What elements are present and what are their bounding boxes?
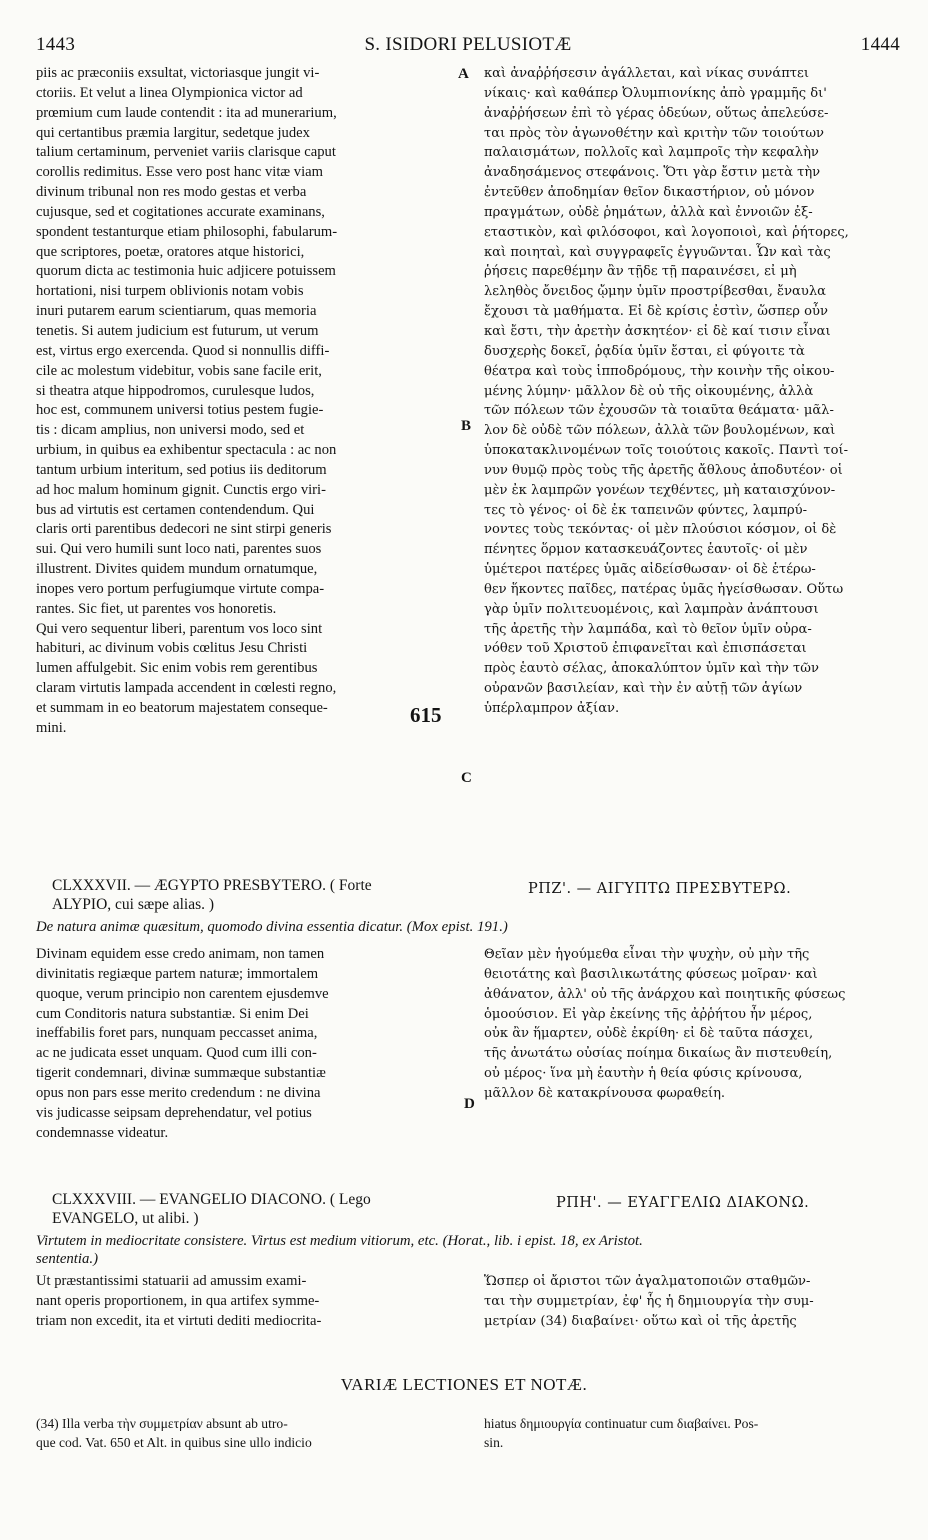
epistle-188-subtitle: Virtutem in mediocritate consistere. Virtus est medium vitiorum, etc. (Horat., lib. i epist. 18, ex Aristot. sententia.) [36, 1233, 643, 1267]
epistle-187-subtitle: De natura animæ quæsitum, quomodo divina essentia dicatur. (Mox epist. 191.) [36, 919, 508, 935]
note-34-left: (34) Illa verba τὴν συμμετρίαν absunt ab utro- que cod. Vat. 650 et Alt. in quibus sine ullo indicio [36, 1416, 312, 1450]
notes-heading: VARIÆ LECTIONES ET NOTÆ. [340, 1375, 588, 1394]
greek-text-epistle-188: Ὥσπερ οἱ ἄριστοι τῶν ἀγαλματοποιῶν σταθμῶν- ται τὴν συμμετρίαν, ἐφ' ἧς ἡ δημιουργία τὴν συμ- μετρίαν (34) διαβαίνει· οὕτω καὶ οἱ τῆς ἀρετῆς [484, 1274, 814, 1329]
margin-mark-d: D [464, 1096, 475, 1112]
note-34-right: hiatus δημιουργία continuatur cum διαβαίνει. Pos- sin. [484, 1416, 759, 1450]
epistle-188-title-greek: ΡΠΗ'. — ΕΥΑΓΓΕΛΙΩ ΔΙΑΚΟΝΩ. [556, 1195, 810, 1211]
right-page-number: 1444 [860, 34, 900, 55]
margin-mark-c: C [461, 770, 472, 786]
margin-mark-b: B [461, 418, 472, 434]
greek-text-epistle-187: Θεῖαν μὲν ἡγούμεθα εἶναι τὴν ψυχὴν, οὐ μὴν τῆς θειοτάτης καὶ βασιλικωτάτης φύσεως μοῖραν· καὶ ἀθάνατον, ἀλλ' οὐ τῆς ἀνάρχου καὶ ποιητικῆς φύσεως ὁμοούσιον. Εἰ γὰρ ἐκείνης τῆς ἀῤῥήτου ἦν μέρος, οὐκ ἂν ἥμαρτεν, οὐδὲ ἐκρίθη· εἰ δὲ ταῦτα πάσχει, τῆς ἀνωτάτω οὐσίας ποίημα δικαίως ἂν πιστευθείη, οὐ μέρος· ἵνα μὴ ἑαυτὴν ἡ θεία φύσις κρίνουσα, μᾶλλον δὲ κατακρίνουσα φωραθείη. [484, 947, 846, 1101]
migne-page-number: 615 [410, 703, 442, 727]
left-page-number: 1443 [36, 34, 76, 55]
epistle-187-title-latin: CLXXXVII. — ÆGYPTO PRESBYTERO. ( Forte ALYPIO, cui sæpe alias. ) [52, 877, 372, 913]
latin-text-epistle-186: piis ac præconiis exsultat, victoriasque jungit vi- ctoriis. Et velut a linea Olympionica victor ad prœmium cum laude contendit : ita ad munerarium, qui certantibus præmia largitur, sedetque judex talium certaminum, perveniet variis clarisque caput corollis redimitus. Esse vero post hanc vitæ viam divinum tribunal non res modo gestas et verba cujusque, sed et cogitationes accurate examinans, spondent testanturque etiam philosophi, fabularum- que scriptores, poetæ, oratores atque historici, quorum dicta ac testimonia huic adjicere potuissem hortationi, nisi turpem oblivionis notam vobis inuri putarem earum scientiarum, quas memoria tenetis. Si autem judicium est futurum, ut verum est, virtus ergo exercenda. Quod si nonnullis diffi- cile ac molestum videbitur, vobis sane facile erit, si theatra atque hippodromos, curulesque ludos, hoc est, communem universi totius pestem fugie- tis : dicam amplius, non universi modo, sed et urbium, in quibus ea exhibentur spectacula : ac non tantum urbium interitum, sed potius iis deditorum ad hoc malum hominum gignit. Cunctis ergo viri- bus ad virtutis est certamen contendendum. Qui claris orti parentibus dedecori ne sint stirpi generis sui. Qui vero humili sunt loco nati, parentes suos illustrent. Divites quidem mundum ornatumque, inopes vero portum perfugiumque virtute compa- rantes. Sic fiet, ut parentes vos honoretis. Qui vero sequentur liberi, parentum vos loco sint habituri, ac divinum vobis cœlitus Jesu Christi lumen affulgebit. Sic enim vobis rem gerentibus claram virtutis lampada accendent in cœlesti regno, et summam in eo beatorum majestatem conseque- mini. [36, 65, 338, 736]
running-title: S. ISIDORI PELUSIOTÆ [364, 34, 572, 55]
epistle-187-title-greek: ΡΠΖ'. — ΑΙΓΥΠΤΩ ΠΡΕΣΒΥΤΕΡΩ. [528, 881, 792, 897]
running-header [36, 34, 900, 56]
latin-text-epistle-188: Ut præstantissimi statuarii ad amussim exami- nant operis proportionem, in qua artifex symme- triam non excedit, ita et virtuti dediti mediocrita- [36, 1273, 322, 1329]
margin-mark-a: A [458, 66, 469, 82]
greek-text-epistle-186: καὶ ἀναῤῥήσεσιν ἀγάλλεται, καὶ νίκας συνάπτει νίκαις· καὶ καθάπερ Ὀλυμπιονίκης ἀπὸ γραμμῆς δι' ἀναῤῥήσεων ἐπὶ τὸ γέρας ὁδεύων, οὕτως ἀπελεύσε- ται πρὸς τὸν ἀγωνοθέτην καὶ κριτὴν τῶν τοιούτων παλαισμάτων, πολλοῖς καὶ λαμπροῖς τὴν κεφαλὴν ἀναδησάμενος στεφάνοις. Ὅτι γὰρ ἔστιν μετὰ τὴν ἐντεῦθεν ἀποδημίαν θεῖον δικαστήριον, οὐ μόνον πραγμάτων, οὐδὲ ῥημάτων, ἀλλὰ καὶ ἐννοιῶν ἐξ- εταστικὸν, καὶ φιλόσοφοι, καὶ λογοποιοὶ, καὶ ῥήτορες, καὶ ποιηταὶ, καὶ συγγραφεῖς ἐγγυῶνται. Ὧν καὶ τὰς ῥήσεις παρεθέμην ἂν τῇδε τῇ παραινέσει, εἰ μὴ λεληθὸς ὄνειδος ᾤμην ὑμῖν προστρίβεσθαι, ἔναυλα ἔχουσι τὰ μαθήματα. Εἰ δὲ κρίσις ἐστὶν, ὥσπερ οὖν καὶ ἔστι, τὴν ἀρετὴν ἀσκητέον· εἰ δὲ καί τισιν εἶναι δυσχερὴς δοκεῖ, ῥᾳδία ὑμῖν ἔσται, εἰ φύγοιτε τὰ θέατρα καὶ τοὺς ἱπποδρόμους, τὴν κοινὴν τῆς οἰκου- μένης λύμην· μᾶλλον δὲ οὐ τῆς οἰκουμένης, ἀλλὰ τῶν πόλεων τῶν ἐχουσῶν τὰ τοιαῦτα θεάματα· μᾶλ- λον δὲ οὐδὲ τῶν πόλεων, ἀλλὰ τῶν βουλομένων, καὶ ὑποκατακλινομένων τοῖς τοιούτοις κακοῖς. Παντὶ τοί- νυν θυμῷ πρὸς τοὺς τῆς ἀρετῆς ἄθλους ἀποδυτέον· οἱ μὲν ἐκ λαμπρῶν γονέων τεχθέντες, μὴ καταισχύνον- τες τὸ γένος· οἱ δὲ ἐκ ταπεινῶν φύντες, λαμπρύ- νοντες τοὺς τεκόντας· οἱ μὲν πλούσιοι κόσμον, οἱ δὲ πένητες ὅρμον κατασκευάζοντες ἑαυτοῖς· οἱ μὲν ὑμέτεροι πατέρες ὑμᾶς αἰδείσθωσαν· οἱ δὲ ἑτέρω- θεν ἥκοντες παῖδες, πατέρας ὑμᾶς ἡγείσθωσαν. Οὕτω γὰρ ὑμῖν πολιτευομένοις, καὶ λαμπρὰν ἀνάπτουσι τῆς ἀρετῆς τὴν λαμπάδα, καὶ τὸ θεῖον ὑμῖν οὐρα- νόθεν τοῦ Χριστοῦ ἐπιφανεῖται καὶ ἐπισπάσεται πρὸς ἑαυτὸ σέλας, ἀποκαλύπτον ὑμῖν καὶ τὴν τῶν οὐρανῶν βασιλείαν, καὶ τὴν ἐν αὐτῇ τῶν ἁγίων ὑπέρλαμπρον ἀξίαν. [484, 66, 849, 716]
epistle-188-title-latin: CLXXXVIII. — EVANGELIO DIACONO. ( Lego EVANGELO, ut alibi. ) [52, 1191, 371, 1227]
latin-text-epistle-187: Divinam equidem esse credo animam, non tamen divinitatis regiæque partem naturæ; immortalem quoque, verum principio non carentem ejusdemve cum Conditoris natura substantiæ. Si enim Dei ineffabilis foret pars, nunquam peccasset anima, ac ne judicata esset unquam. Quod cum illi con- tigerit condemnari, divinæ summæque substantiæ opus non pars esse merito credendum : ne divina vis judicasse seipsam deprehendatur, vel potius condemnasse videatur. [36, 946, 329, 1141]
